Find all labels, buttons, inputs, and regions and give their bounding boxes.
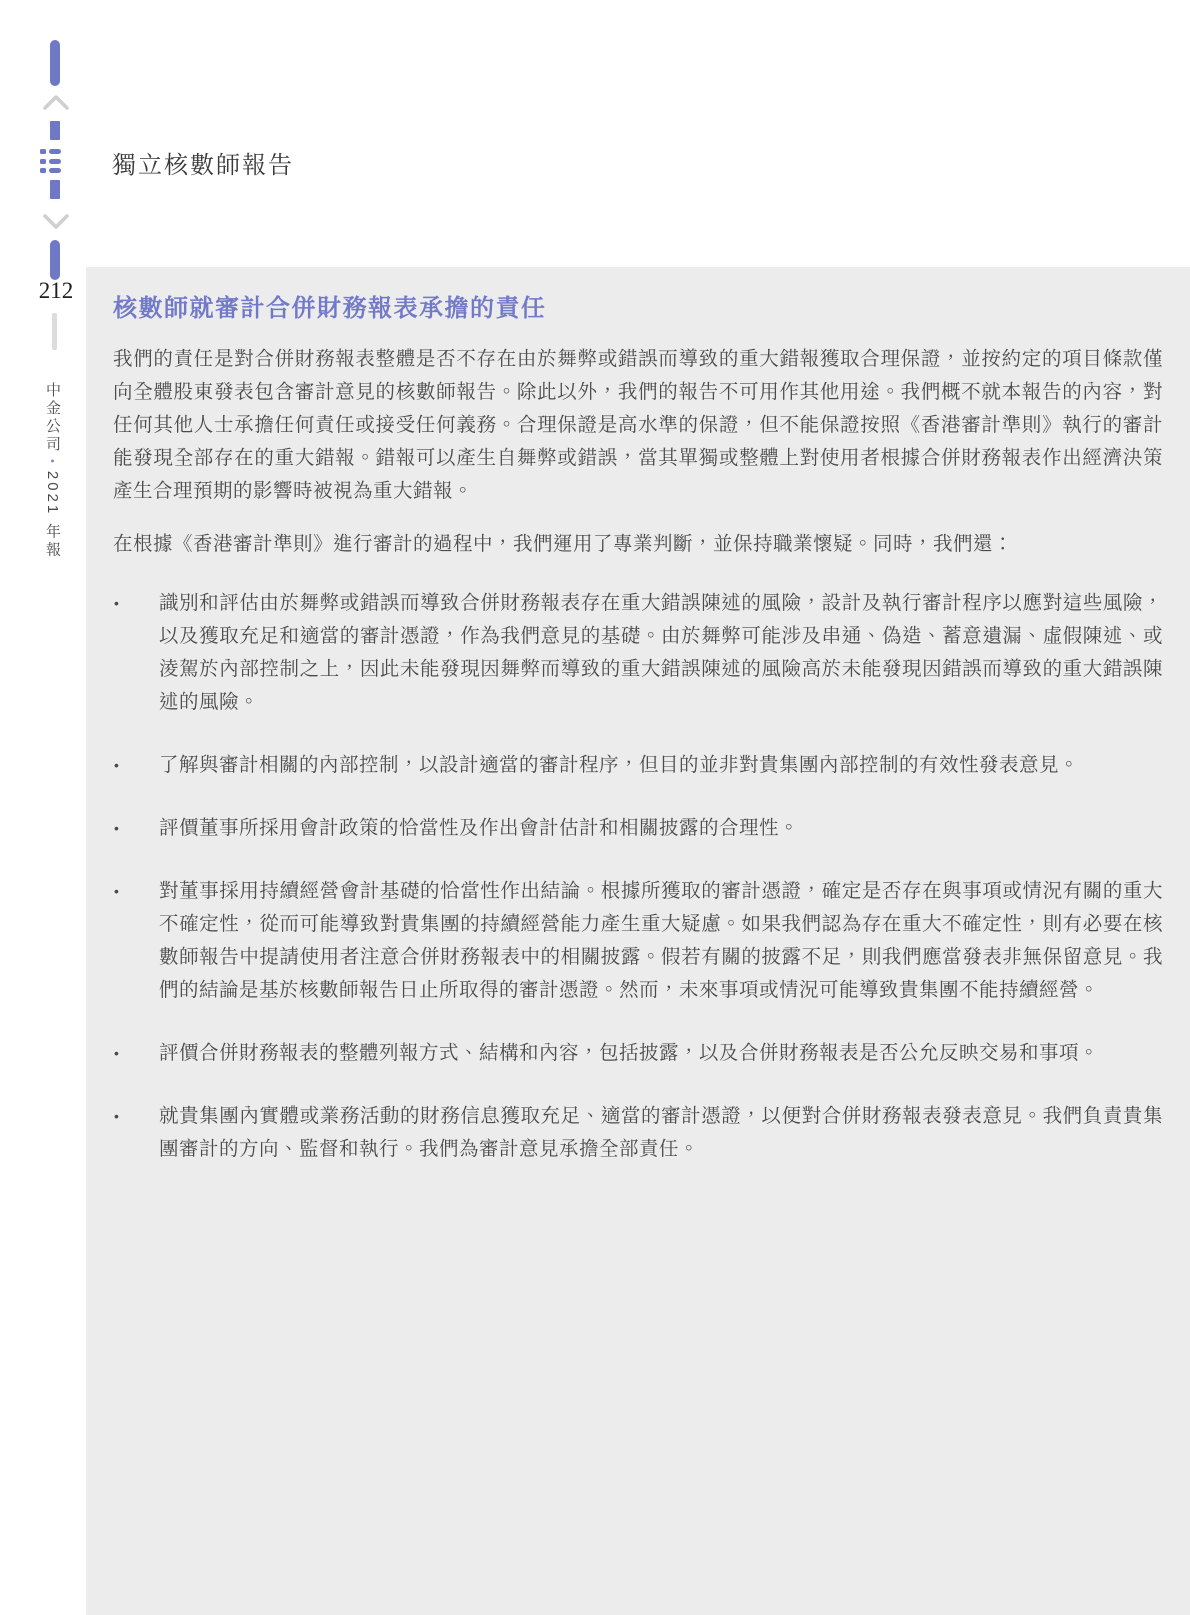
rail-bottom-bar bbox=[50, 240, 60, 280]
bullet-icon: • bbox=[114, 595, 120, 611]
list-dot-icon bbox=[40, 149, 46, 154]
paragraph-responsibility: 我們的責任是對合併財務報表整體是否不存在由於舞弊或錯誤而導致的重大錯報獲取合理保證，並按約定的項目條款僅向全體股東發表包含審計意見的核數師報告。除此以外，我們的報告不可用作其他用途。我們概不就本報告的內容，對任何其他人士承擔任何責任或接受任何義務。合理保證是高水準的保證，但不能保證按照《香港審計準則》執行的審計能發現全部存在的重大錯報。錯報可以產生自舞弊或錯誤，當其單獨或整體上對使用者根據合併財務報表作出經濟決策產生合理預期的影響時被視為重大錯報。 bbox=[113, 348, 1163, 502]
bullet-icon: • bbox=[114, 820, 120, 836]
bullet-icon: • bbox=[114, 1045, 120, 1061]
toc-list-row bbox=[40, 159, 62, 164]
list-item bbox=[113, 875, 1163, 1007]
toc-list-row bbox=[40, 168, 62, 173]
list-item bbox=[113, 1037, 1163, 1070]
bullet-icon: • bbox=[114, 757, 120, 773]
list-item-text: 評價合併財務報表的整體列報方式、結構和內容，包括披露，以及合併財務報表是否公允反映交易和事項。 bbox=[159, 1042, 1100, 1064]
chevron-down-icon bbox=[42, 212, 70, 232]
bullet-icon: • bbox=[114, 1108, 120, 1124]
rail-square-top bbox=[50, 121, 60, 140]
chevron-up-icon bbox=[42, 92, 70, 112]
report-title: 獨立核數師報告 bbox=[112, 153, 294, 179]
list-item bbox=[113, 587, 1163, 719]
list-line-icon bbox=[49, 149, 61, 154]
toc-list-row bbox=[40, 149, 62, 154]
side-caption-company: 中金公司 bbox=[44, 382, 61, 454]
page-number-tick bbox=[52, 313, 57, 350]
list-item bbox=[113, 1100, 1163, 1166]
toc-list-icon bbox=[40, 149, 62, 178]
side-caption bbox=[42, 382, 63, 559]
side-caption-edition: 2021 年報 bbox=[44, 470, 61, 560]
bullet-icon: • bbox=[114, 883, 120, 899]
list-item-text: 評價董事所採用會計政策的恰當性及作出會計估計和相關披露的合理性。 bbox=[159, 817, 800, 839]
list-item-text: 對董事採用持續經營會計基礎的恰當性作出結論。根據所獲取的審計憑證，確定是否存在與事項或情況有關的重大不確定性，從而可能導致對貴集團的持續經營能力產生重大疑慮。如果我們認為存在重大不確定性，則有必要在核數師報告中提請使用者注意合併財務報表中的相關披露。假若有關的披露不足，則我們應當發表非無保留意見。我們的結論是基於核數師報告日止所取得的審計憑證。然而，未來事項或情況可能導致貴集團不能持續經營。 bbox=[159, 880, 1163, 1001]
section-title: 核數師就審計合併財務報表承擔的責任 bbox=[113, 295, 547, 322]
list-dot-icon bbox=[40, 168, 46, 173]
list-item bbox=[113, 749, 1163, 782]
list-dot-icon bbox=[40, 159, 46, 164]
list-item-text: 了解與審計相關的內部控制，以設計適當的審計程序，但目的並非對貴集團內部控制的有效性發表意見。 bbox=[159, 754, 1080, 776]
page-number: 212 bbox=[38, 278, 74, 303]
list-line-icon bbox=[49, 159, 61, 164]
list-item-text: 就貴集團內實體或業務活動的財務信息獲取充足、適當的審計憑證，以便對合併財務報表發表意見。我們負責貴集團審計的方向、監督和執行。我們為審計意見承擔全部責任。 bbox=[159, 1105, 1163, 1160]
side-caption-separator-dot: • bbox=[46, 459, 58, 466]
list-item bbox=[113, 812, 1163, 845]
rail-top-bar bbox=[50, 40, 60, 86]
rail-square-bottom bbox=[50, 180, 60, 199]
audit-procedures-list bbox=[113, 587, 1163, 1166]
paragraph-lead-in: 在根據《香港審計準則》進行審計的過程中，我們運用了專業判斷，並保持職業懷疑。同時，我們還： bbox=[113, 533, 1014, 555]
content-panel bbox=[86, 267, 1190, 1615]
list-line-icon bbox=[49, 168, 61, 173]
list-item-text: 識別和評估由於舞弊或錯誤而導致合併財務報表存在重大錯誤陳述的風險，設計及執行審計程序以應對這些風險，以及獲取充足和適當的審計憑證，作為我們意見的基礎。由於舞弊可能涉及串通、偽造、蓄意遺漏、虛假陳述、或淩駕於內部控制之上，因此未能發現因舞弊而導致的重大錯誤陳述的風險高於未能發現因錯誤而導致的重大錯誤陳述的風險。 bbox=[159, 592, 1163, 713]
